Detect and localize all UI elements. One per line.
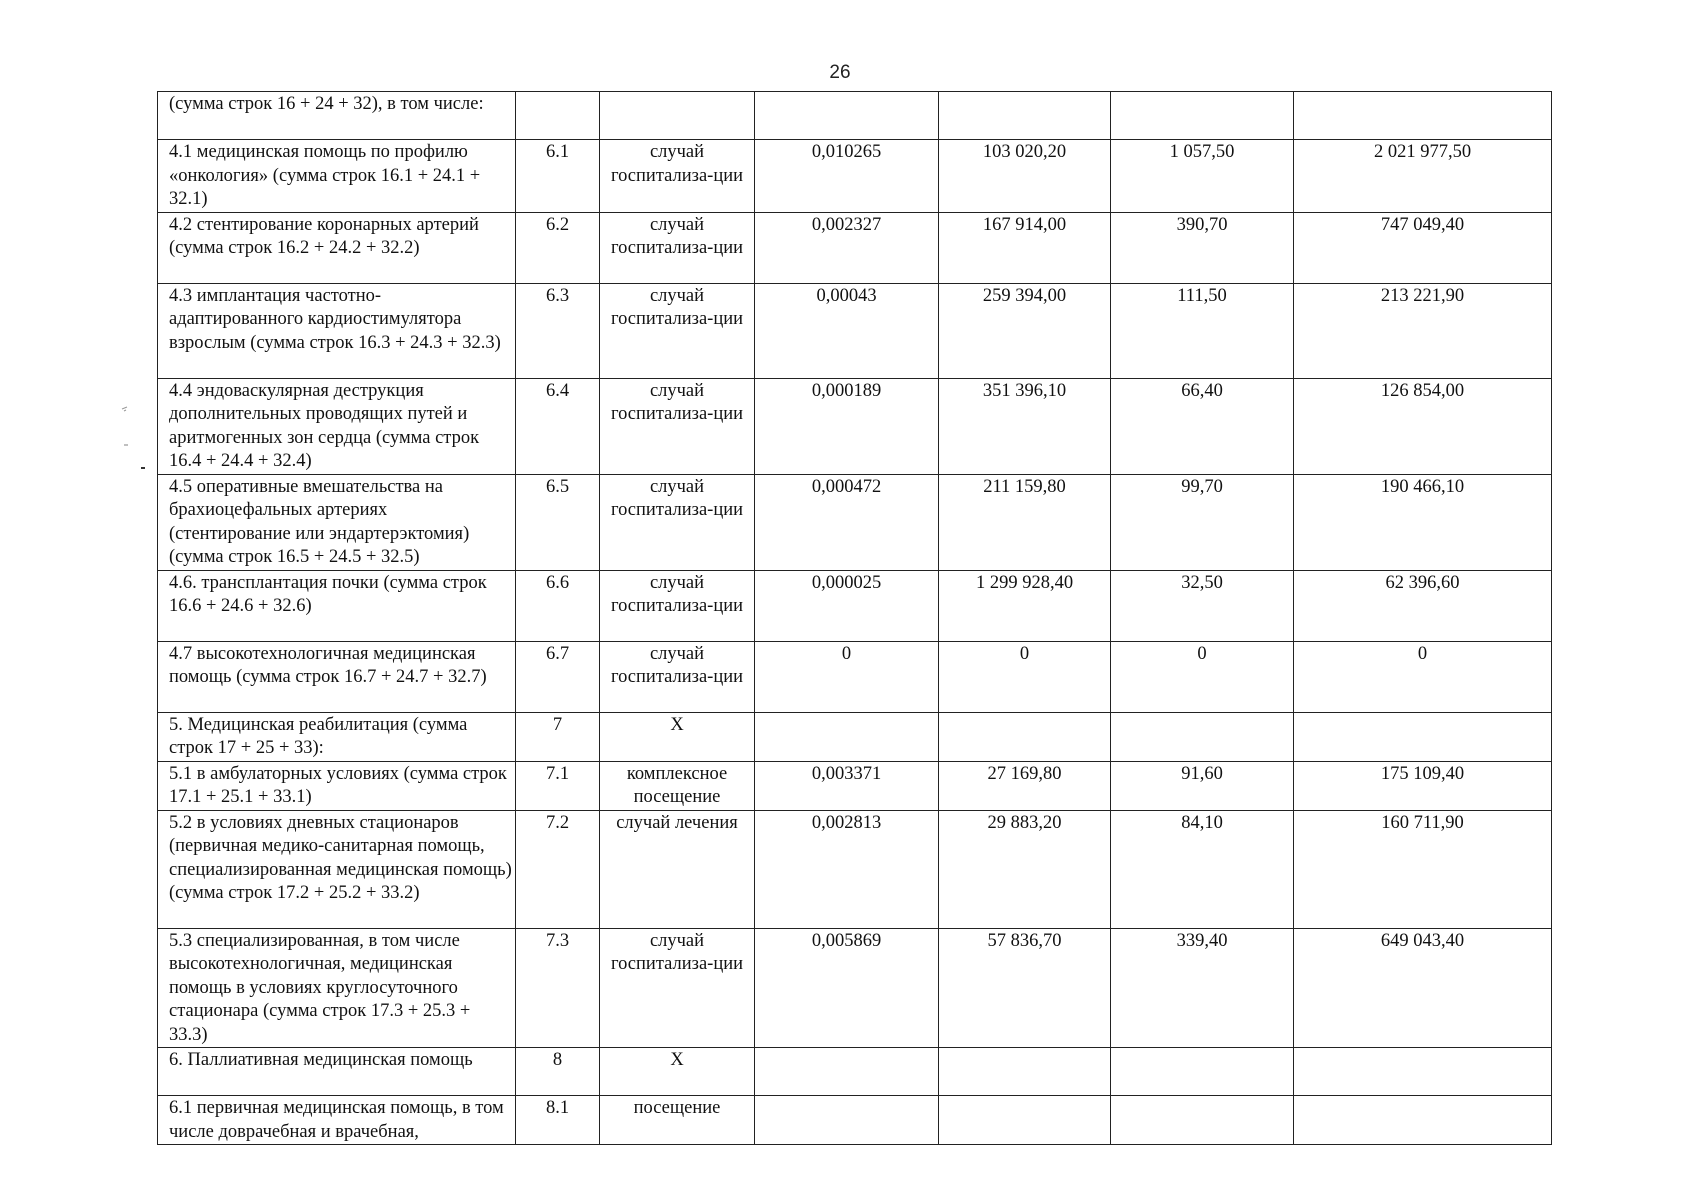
row-code: 7.1 <box>516 761 600 810</box>
table-row <box>158 474 1552 570</box>
row-value-3 <box>1111 1096 1294 1145</box>
table-row <box>158 570 1552 641</box>
row-value-2: 351 396,10 <box>939 378 1111 474</box>
row-value-1: 0,005869 <box>755 928 939 1048</box>
row-name: 4.1 медицинская помощь по профилю «онкология» (сумма строк 16.1 + 24.1 + 32.1) <box>158 140 516 213</box>
row-unit <box>600 92 755 140</box>
row-value-2: 0 <box>939 641 1111 712</box>
row-value-2 <box>939 1096 1111 1145</box>
table-row <box>158 761 1552 810</box>
row-value-3 <box>1111 1048 1294 1096</box>
row-name: 4.4 эндоваскулярная деструкция дополнительных проводящих путей и аритмогенных зон сердца (сумма строк 16.4 + 24.4 + 32.4) <box>158 378 516 474</box>
row-value-3 <box>1111 712 1294 761</box>
row-value-1: 0,003371 <box>755 761 939 810</box>
table-row <box>158 92 1552 140</box>
row-unit: случай госпитализа-ции <box>600 140 755 213</box>
scan-marks <box>118 400 148 480</box>
indicators-table <box>157 91 1552 1145</box>
row-code: 6.7 <box>516 641 600 712</box>
row-value-1: 0,000025 <box>755 570 939 641</box>
row-code: 7.3 <box>516 928 600 1048</box>
row-value-4: 62 396,60 <box>1294 570 1552 641</box>
row-value-4: 2 021 977,50 <box>1294 140 1552 213</box>
row-unit: Х <box>600 1048 755 1096</box>
table-row <box>158 378 1552 474</box>
row-code <box>516 92 600 140</box>
table-row <box>158 641 1552 712</box>
row-value-1 <box>755 1096 939 1145</box>
row-name: 6.1 первичная медицинская помощь, в том числе доврачебная и врачебная, <box>158 1096 516 1145</box>
row-name: 5.3 специализированная, в том числе высокотехнологичная, медицинская помощь в условиях круглосуточного стационара (сумма строк 17.3 + 25.3 + 33.3) <box>158 928 516 1048</box>
row-value-4 <box>1294 712 1552 761</box>
row-value-2 <box>939 712 1111 761</box>
row-value-1 <box>755 92 939 140</box>
row-code: 8 <box>516 1048 600 1096</box>
table-row <box>158 928 1552 1048</box>
row-value-1: 0,000472 <box>755 474 939 570</box>
row-value-4: 649 043,40 <box>1294 928 1552 1048</box>
row-value-2: 57 836,70 <box>939 928 1111 1048</box>
row-value-1: 0,010265 <box>755 140 939 213</box>
row-code: 7.2 <box>516 810 600 928</box>
row-value-1: 0,000189 <box>755 378 939 474</box>
row-code: 6.5 <box>516 474 600 570</box>
row-value-3: 0 <box>1111 641 1294 712</box>
row-value-4: 160 711,90 <box>1294 810 1552 928</box>
row-value-3: 66,40 <box>1111 378 1294 474</box>
row-value-1: 0,002327 <box>755 212 939 283</box>
row-value-3: 1 057,50 <box>1111 140 1294 213</box>
row-value-4 <box>1294 1048 1552 1096</box>
row-value-4: 747 049,40 <box>1294 212 1552 283</box>
row-value-3: 390,70 <box>1111 212 1294 283</box>
row-value-1: 0,002813 <box>755 810 939 928</box>
row-value-1 <box>755 712 939 761</box>
row-unit: Х <box>600 712 755 761</box>
row-name: 4.7 высокотехнологичная медицинская помощь (сумма строк 16.7 + 24.7 + 32.7) <box>158 641 516 712</box>
row-unit: случай госпитализа-ции <box>600 928 755 1048</box>
row-value-2 <box>939 1048 1111 1096</box>
row-value-4: 175 109,40 <box>1294 761 1552 810</box>
table-row <box>158 212 1552 283</box>
row-value-2: 259 394,00 <box>939 283 1111 378</box>
row-unit: случай госпитализа-ции <box>600 212 755 283</box>
table-row <box>158 283 1552 378</box>
table-row <box>158 1048 1552 1096</box>
table-row <box>158 712 1552 761</box>
row-code: 6.4 <box>516 378 600 474</box>
table-row <box>158 1096 1552 1145</box>
row-name: (сумма строк 16 + 24 + 32), в том числе: <box>158 92 516 140</box>
row-value-3: 339,40 <box>1111 928 1294 1048</box>
row-code: 8.1 <box>516 1096 600 1145</box>
row-value-3: 99,70 <box>1111 474 1294 570</box>
row-code: 6.3 <box>516 283 600 378</box>
row-name: 5.2 в условиях дневных стационаров (первичная медико-санитарная помощь, специализированная медицинская помощь) (сумма строк 17.2 + 25.2 + 33.2) <box>158 810 516 928</box>
row-name: 4.2 стентирование коронарных артерий (сумма строк 16.2 + 24.2 + 32.2) <box>158 212 516 283</box>
row-unit: случай лечения <box>600 810 755 928</box>
row-value-2: 167 914,00 <box>939 212 1111 283</box>
row-value-4 <box>1294 92 1552 140</box>
row-value-2: 1 299 928,40 <box>939 570 1111 641</box>
row-value-2: 211 159,80 <box>939 474 1111 570</box>
row-value-4: 126 854,00 <box>1294 378 1552 474</box>
row-name: 5.1 в амбулаторных условиях (сумма строк 17.1 + 25.1 + 33.1) <box>158 761 516 810</box>
row-unit: случай госпитализа-ции <box>600 641 755 712</box>
row-value-4: 213 221,90 <box>1294 283 1552 378</box>
table-row <box>158 810 1552 928</box>
row-value-4 <box>1294 1096 1552 1145</box>
row-value-3: 32,50 <box>1111 570 1294 641</box>
row-unit: случай госпитализа-ции <box>600 378 755 474</box>
row-unit: посещение <box>600 1096 755 1145</box>
row-value-2 <box>939 92 1111 140</box>
row-unit: случай госпитализа-ции <box>600 283 755 378</box>
table-row <box>158 140 1552 213</box>
row-code: 6.2 <box>516 212 600 283</box>
row-code: 6.6 <box>516 570 600 641</box>
row-name: 4.3 имплантация частотно-адаптированного кардиостимулятора взрослым (сумма строк 16.3 + 24.3 + 32.3) <box>158 283 516 378</box>
row-value-3: 84,10 <box>1111 810 1294 928</box>
row-name: 5. Медицинская реабилитация (сумма строк 17 + 25 + 33): <box>158 712 516 761</box>
row-value-4: 190 466,10 <box>1294 474 1552 570</box>
row-value-2: 103 020,20 <box>939 140 1111 213</box>
row-value-1 <box>755 1048 939 1096</box>
row-unit: комплексное посещение <box>600 761 755 810</box>
row-name: 4.6. трансплантация почки (сумма строк 16.6 + 24.6 + 32.6) <box>158 570 516 641</box>
row-name: 6. Паллиативная медицинская помощь <box>158 1048 516 1096</box>
row-code: 7 <box>516 712 600 761</box>
row-unit: случай госпитализа-ции <box>600 474 755 570</box>
row-value-2: 29 883,20 <box>939 810 1111 928</box>
row-value-1: 0,00043 <box>755 283 939 378</box>
row-value-1: 0 <box>755 641 939 712</box>
row-name: 4.5 оперативные вмешательства на брахиоцефальных артериях (стентирование или эндартерэктомия) (сумма строк 16.5 + 24.5 + 32.5) <box>158 474 516 570</box>
page-number: 26 <box>829 62 851 83</box>
row-value-2: 27 169,80 <box>939 761 1111 810</box>
row-value-4: 0 <box>1294 641 1552 712</box>
row-code: 6.1 <box>516 140 600 213</box>
row-value-3 <box>1111 92 1294 140</box>
row-value-3: 91,60 <box>1111 761 1294 810</box>
row-unit: случай госпитализа-ции <box>600 570 755 641</box>
row-value-3: 111,50 <box>1111 283 1294 378</box>
